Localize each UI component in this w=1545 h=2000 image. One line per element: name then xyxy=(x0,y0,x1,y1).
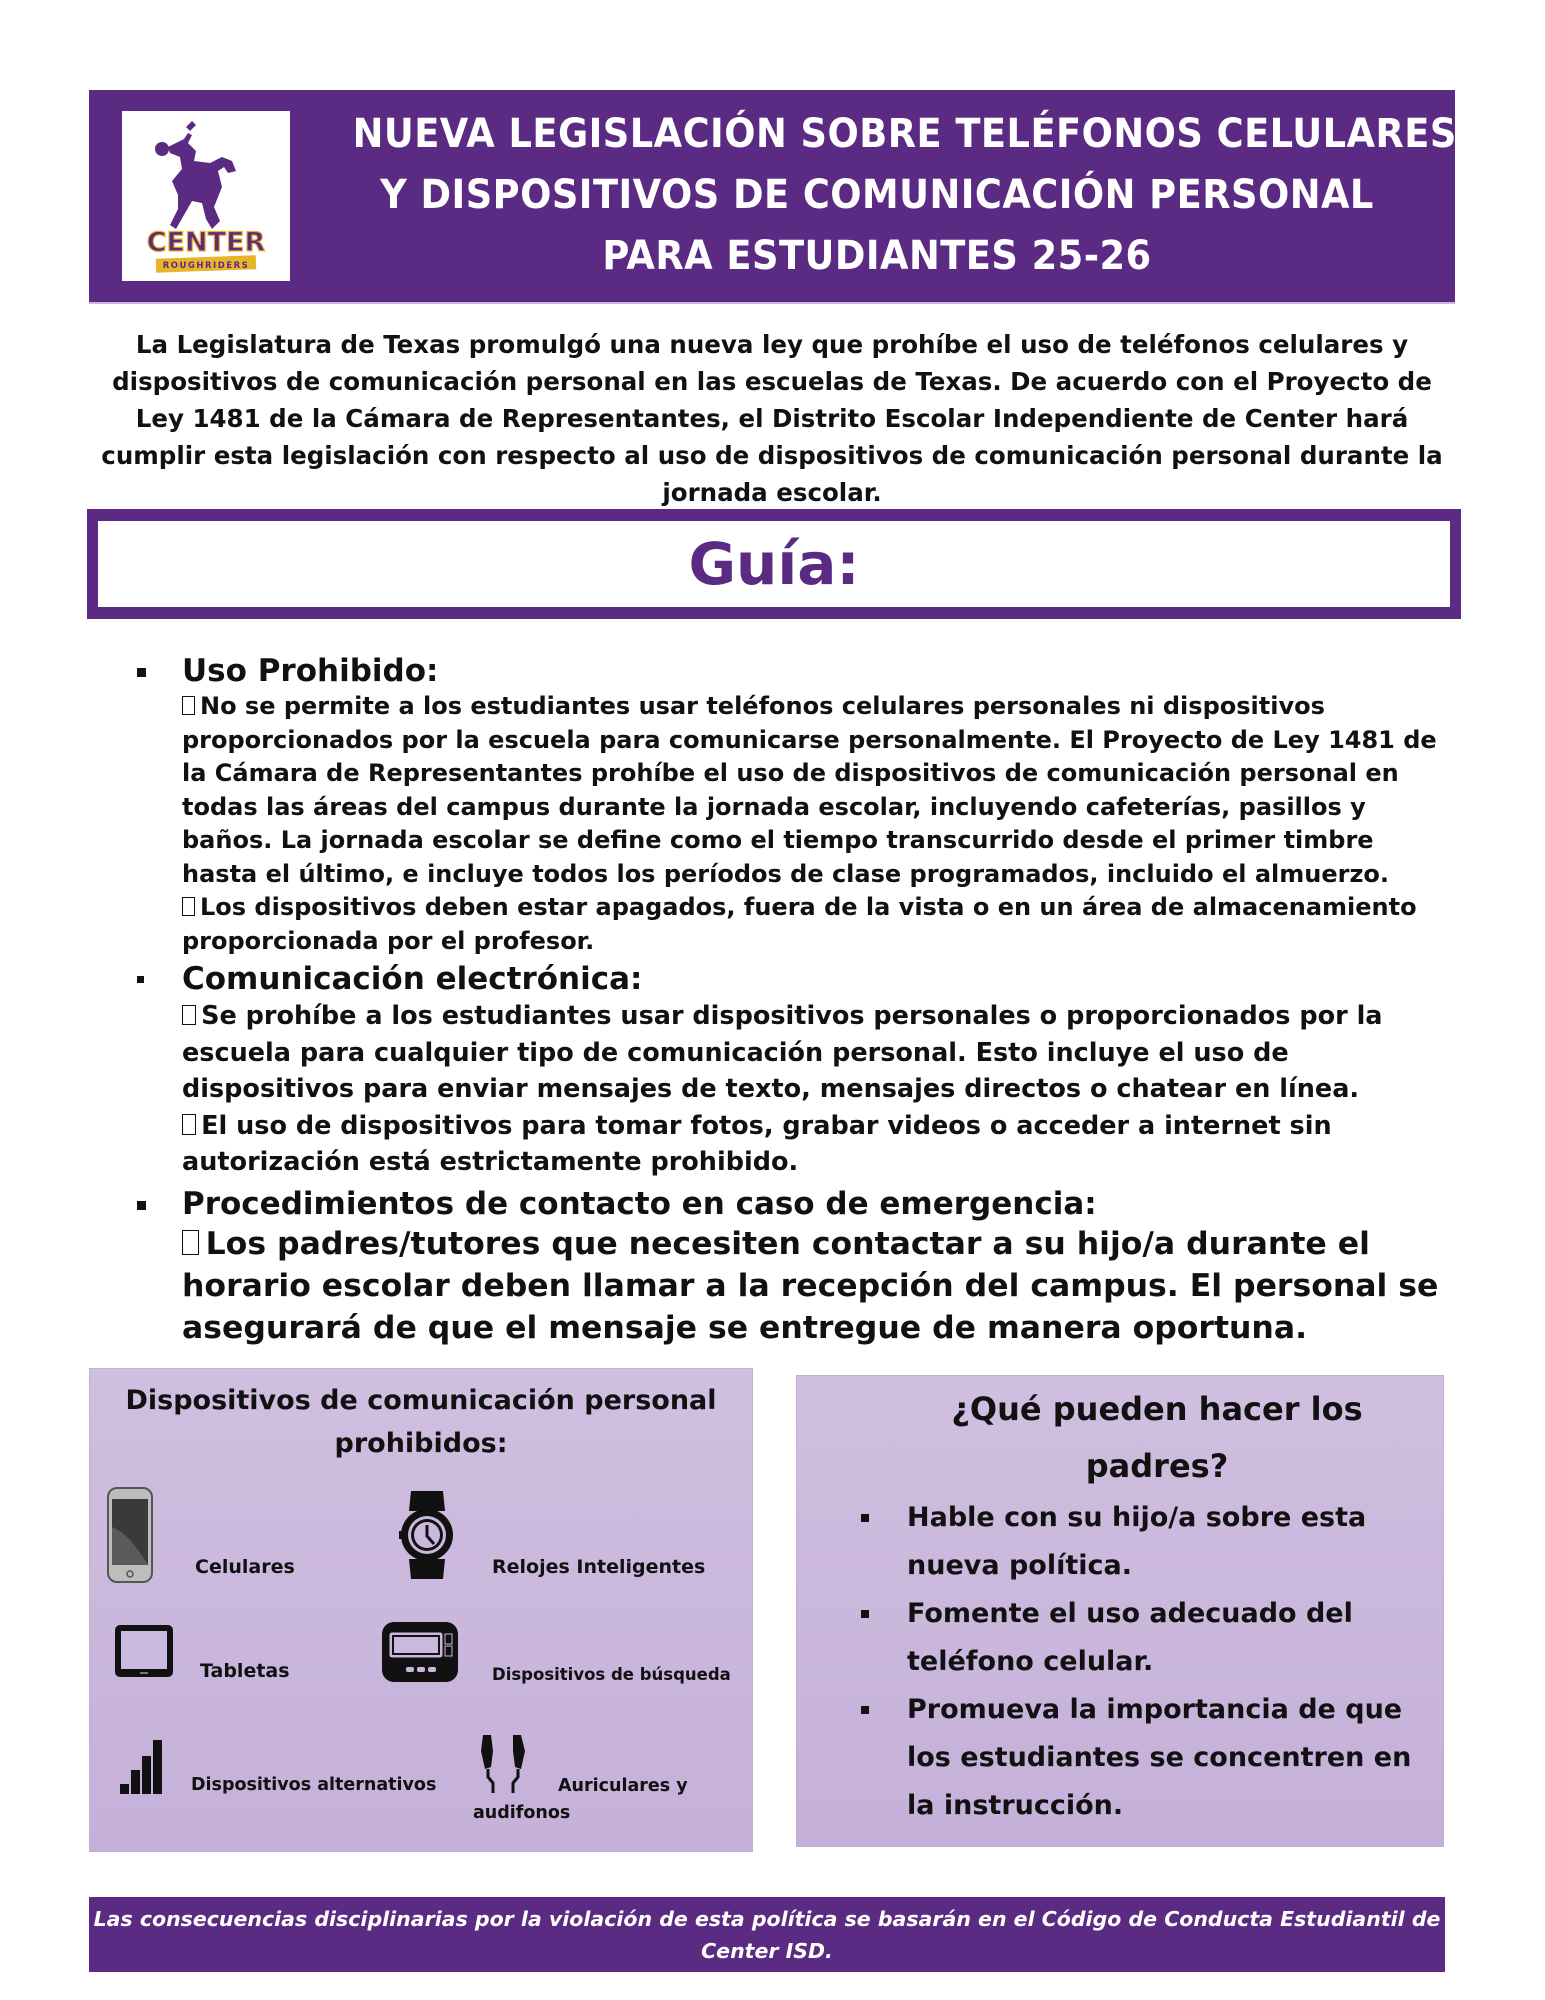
section-uso-prohibido xyxy=(137,652,1457,958)
checkbox-glyph-icon xyxy=(182,1114,196,1134)
section-heading: Comunicación electrónica: xyxy=(182,961,643,997)
list-item: Fomente el uso adecuado del teléfono celular. xyxy=(861,1590,1431,1686)
checkbox-glyph-icon xyxy=(182,1005,196,1025)
svg-text:ROUGHRIDERS: ROUGHRIDERS xyxy=(162,261,250,271)
device-label: Dispositivos alternativos xyxy=(191,1775,437,1795)
section-paragraph: El uso de dispositivos para tomar fotos, grabar videos o acceder a internet sin autorización está estrictamente prohibido. xyxy=(182,1110,1332,1177)
title-line: PARA ESTUDIANTES 25-26 xyxy=(602,233,1152,279)
footer-disciplinary-note: Las consecuencias disciplinarias por la violación de esta política se basarán en el Código de Conducta Estudiantil de Center ISD. xyxy=(89,1897,1445,1972)
square-bullet-icon xyxy=(861,1706,869,1714)
prohibited-devices-panel xyxy=(89,1368,753,1852)
devices-panel-title: Dispositivos de comunicación personal prohibidos: xyxy=(125,1385,717,1459)
device-label: Tabletas xyxy=(200,1660,290,1682)
square-bullet-icon xyxy=(861,1514,869,1522)
parents-tips-list xyxy=(861,1494,1431,1830)
guia-banner xyxy=(87,509,1461,619)
square-bullet-icon xyxy=(137,668,146,677)
checkbox-glyph-icon xyxy=(182,696,195,715)
square-bullet-icon xyxy=(137,976,144,983)
checkbox-glyph-icon xyxy=(182,1230,199,1255)
device-label: Relojes Inteligentes xyxy=(492,1556,706,1578)
smartwatch-icon xyxy=(399,1491,455,1579)
header-banner xyxy=(89,90,1455,302)
section-paragraph: No se permite a los estudiantes usar teléfonos celulares personales ni dispositivos proporcionados por la escuela para comunicarse personalmente. El Proyecto de Ley 1481 de la Cámara de Representantes prohíbe el uso de dispositivos de comunicación personal en todas las áreas del campus durante la jornada escolar, incluyendo cafeterías, pasillos y baños. La jornada escolar se define como el tiempo transcurrido desde el primer timbre hasta el último, e incluye todos los períodos de clase programados, incluido el almuerzo. xyxy=(182,692,1437,888)
device-label: Auriculares y xyxy=(558,1776,688,1796)
section-emergencia xyxy=(137,1185,1457,1349)
section-heading: Uso Prohibido: xyxy=(182,653,439,689)
signal-bars-icon xyxy=(120,1738,164,1794)
parents-panel-title: ¿Qué pueden hacer los padres? xyxy=(951,1390,1363,1485)
parents-panel xyxy=(796,1375,1444,1847)
guia-title: Guía: xyxy=(98,521,1450,607)
guidelines-list xyxy=(137,652,1457,1349)
section-comunicacion-electronica xyxy=(137,960,1457,1181)
smartphone-icon xyxy=(107,1487,153,1583)
device-label: audifonos xyxy=(473,1803,571,1823)
svg-text:CENTER: CENTER xyxy=(146,227,266,258)
list-item: Hable con su hijo/a sobre esta nueva política. xyxy=(861,1494,1431,1590)
list-item: Promueva la importancia de que los estudiantes se concentren en la instrucción. xyxy=(861,1686,1431,1830)
square-bullet-icon xyxy=(861,1610,869,1618)
intro-paragraph: La Legislatura de Texas promulgó una nueva ley que prohíbe el uso de teléfonos celulares y dispositivos de comunicación personal en las escuelas de Texas. De acuerdo con el Proyecto de Ley 1481 de la Cámara de Representantes, el Distrito Escolar Independiente de Center hará cumplir esta legislación con respecto al uso de dispositivos de comunicación personal durante la jornada escolar. xyxy=(101,330,1443,507)
bronco-rider-icon xyxy=(122,111,290,281)
page-title xyxy=(352,104,1457,287)
title-line: NUEVA LEGISLACIÓN SOBRE TELÉFONOS CELULARES xyxy=(352,111,1457,157)
tablet-icon xyxy=(114,1624,174,1678)
checkbox-glyph-icon xyxy=(182,897,195,916)
pager-icon xyxy=(381,1621,459,1683)
center-roughriders-logo xyxy=(122,111,290,281)
device-label: Dispositivos de búsqueda xyxy=(492,1665,731,1684)
section-heading: Procedimientos de contacto en caso de emergencia: xyxy=(182,1185,1097,1222)
earbuds-icon xyxy=(479,1733,529,1793)
section-paragraph: Los padres/tutores que necesiten contactar a su hijo/a durante el horario escolar deben llamar a la recepción del campus. El personal se asegurará de que el mensaje se entregue de manera oportuna. xyxy=(182,1225,1439,1346)
square-bullet-icon xyxy=(137,1201,146,1210)
section-paragraph: Los dispositivos deben estar apagados, fuera de la vista o en un área de almacenamiento proporcionada por el profesor. xyxy=(182,893,1417,955)
section-paragraph: Se prohíbe a los estudiantes usar dispositivos personales o proporcionados por la escuela para cualquier tipo de comunicación personal. Esto incluye el uso de dispositivos para enviar mensajes de texto, mensajes directos o chatear en línea. xyxy=(182,1001,1383,1104)
title-line: Y DISPOSITIVOS DE COMUNICACIÓN PERSONAL xyxy=(380,172,1374,218)
device-label: Celulares xyxy=(195,1556,295,1578)
